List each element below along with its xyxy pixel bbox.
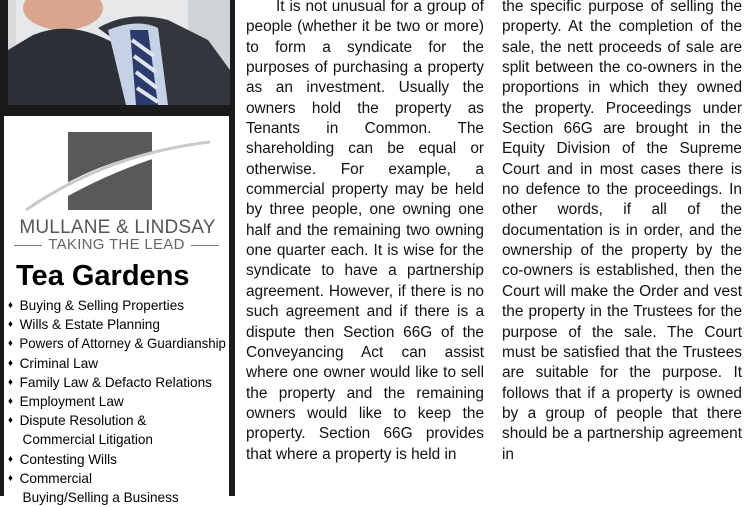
services-list [8, 296, 233, 507]
service-item-continuation: Commercial Litigation [22, 431, 153, 448]
service-item: ♦ Dispute Resolution & [8, 411, 226, 430]
article-column-right: the specific purpose of selling the property. At the completion of the sale, the nett proceeds of sale are split between the co-owners in the proportions in which they owned the property. Proceedings under Section 66G are brought in the Equity Division of the Supreme Court and in most cases there is no defence to the proceedings. In other words, if all of the documentation is in order, and the ownership of the property by the co-owners is established, then the Court will make the Order and vest the property in the Trustees for the purpose of the sale. The Court must be satisfied that the Trustees are suitable for the purpose. It follows that if a property is owned by a group of people that there should be a partnership agreement in [502, 0, 742, 463]
service-item-continuation: Buying/Selling a Business [22, 489, 179, 506]
service-item: ♦ Wills & Estate Planning [8, 315, 226, 334]
office-location-heading: Tea Gardens [16, 260, 190, 292]
article-column-left: It is not unusual for a group of people (whether it be two or more) to form a syndicate for the purposes of purchasing a property as an investment. Usually the owners hold the property as Tenants in Common. The shareholding can be equal or otherwise. For example, a commercial property may be held by three people, one owning one half and the remaining two owning one quarter each. It is wise for the syndicate to have a partnership agreement. However, if there is no such agreement and if there is a dispute then Section 66G of the Conveyancing Act can assist where one owner would like to sell the property and the remaining owners would like to keep the property. Section 66G provides that where a property is held in [246, 0, 484, 463]
tagline-row [14, 236, 219, 256]
service-item: ♦ Commercial [8, 469, 226, 488]
tagline: TAKING THE LEAD [48, 236, 185, 253]
service-item: ♦ Contesting Wills [8, 450, 226, 469]
service-item: ♦ Employment Law [8, 392, 226, 411]
service-item: ♦ Family Law & Defacto Relations [8, 373, 226, 392]
service-item: ♦ Buying & Selling Properties [8, 296, 226, 315]
brand-name: MULLANE & LINDSAY [19, 217, 216, 238]
service-item: ♦ Powers of Attorney & Guardianship [8, 334, 221, 353]
service-item: ♦ Criminal Law [8, 354, 226, 373]
tagline-rule-right [191, 245, 219, 246]
portrait-photo [8, 0, 230, 105]
